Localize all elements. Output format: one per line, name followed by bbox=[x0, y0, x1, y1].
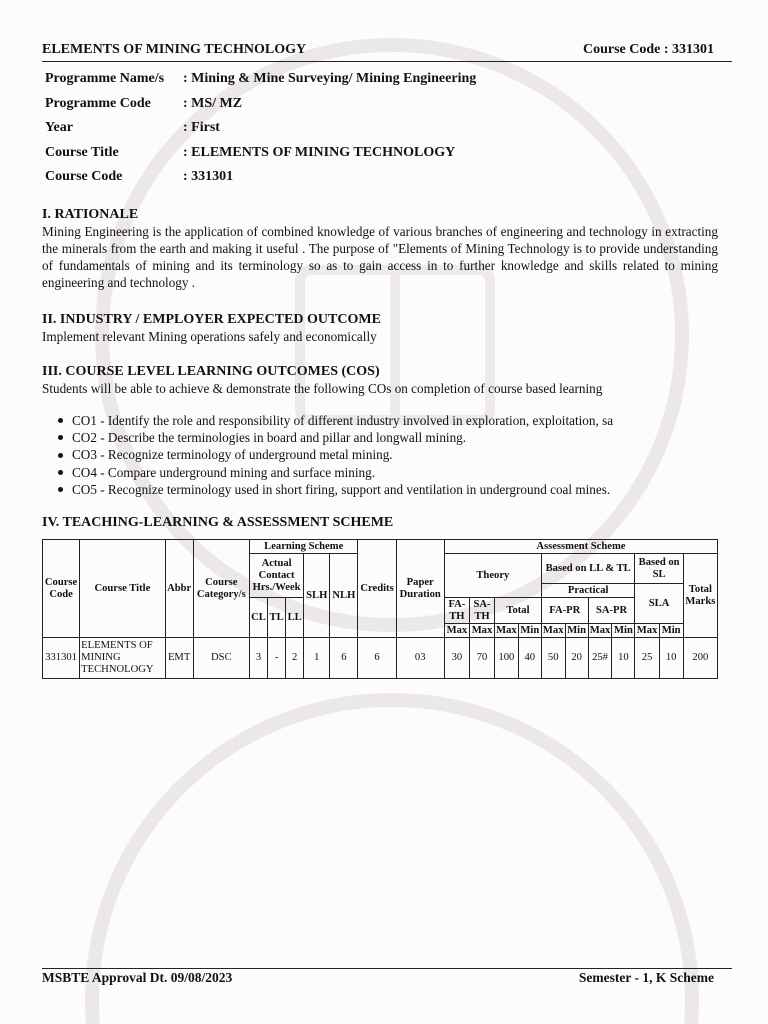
scheme-table bbox=[42, 539, 718, 679]
col-abbr: Abbr bbox=[165, 540, 193, 638]
col-based-sl: Based on SL bbox=[635, 554, 683, 584]
rationale-section bbox=[42, 206, 718, 291]
col-practical: Practical bbox=[541, 584, 635, 598]
cell-title: ELEMENTS OF MINING TECHNOLOGY bbox=[80, 638, 165, 679]
cell-sla-min: 10 bbox=[659, 638, 683, 679]
list-item bbox=[52, 464, 613, 481]
info-value: : ELEMENTS OF MINING TECHNOLOGY bbox=[183, 144, 456, 160]
outcome-heading: II. INDUSTRY / EMPLOYER EXPECTED OUTCOME bbox=[42, 312, 381, 327]
info-label: Year bbox=[45, 120, 73, 136]
col-theory: Theory bbox=[444, 554, 541, 598]
cell-abbr: EMT bbox=[165, 638, 193, 679]
info-value: : MS/ MZ bbox=[183, 95, 243, 111]
list-item bbox=[52, 447, 613, 464]
info-label: Course Title bbox=[45, 144, 119, 160]
col-max: Max bbox=[636, 624, 658, 636]
info-value: : 331301 bbox=[183, 169, 234, 185]
info-label: Programme Code bbox=[45, 95, 151, 111]
co-text: CO5 - Recognize terminology used in short firing, support and ventilation in underground coal mines. bbox=[72, 481, 611, 497]
col-actual-contact: Actual Contact Hrs./Week bbox=[249, 554, 303, 598]
cell-fa-pr-min: 20 bbox=[565, 638, 588, 679]
programme-row bbox=[45, 92, 476, 117]
bullet-icon bbox=[58, 418, 63, 423]
cos-heading: III. COURSE LEVEL LEARNING OUTCOMES (COS) bbox=[42, 364, 380, 379]
col-paper-duration: Paper Duration bbox=[396, 540, 444, 638]
col-min: Min bbox=[565, 624, 588, 638]
list-item bbox=[52, 481, 613, 498]
co-text: CO3 - Recognize terminology of underground metal mining. bbox=[72, 447, 393, 463]
programme-row bbox=[45, 116, 476, 141]
programme-row bbox=[45, 165, 476, 190]
cell-sa-pr-min: 10 bbox=[612, 638, 635, 679]
scheme-heading: IV. TEACHING-LEARNING & ASSESSMENT SCHEME bbox=[42, 515, 394, 530]
cell-credits: 6 bbox=[358, 638, 396, 679]
col-max: Max bbox=[444, 624, 469, 638]
bullet-icon bbox=[58, 435, 63, 440]
programme-row bbox=[45, 67, 476, 92]
col-min: Min bbox=[659, 624, 683, 638]
programme-info bbox=[45, 67, 476, 190]
col-credits: Credits bbox=[358, 540, 396, 638]
scheme-section bbox=[42, 514, 718, 531]
col-ll: LL bbox=[286, 598, 304, 638]
col-assessment-scheme: Assessment Scheme bbox=[444, 540, 717, 554]
cell-cl: 3 bbox=[249, 638, 267, 679]
col-max: Max bbox=[469, 624, 494, 638]
programme-row bbox=[45, 141, 476, 166]
col-sa-pr: SA-PR bbox=[588, 598, 635, 624]
bullet-icon bbox=[58, 470, 63, 475]
col-min: Min bbox=[612, 624, 635, 638]
info-label: Course Code bbox=[45, 169, 123, 185]
cell-ll: 2 bbox=[286, 638, 304, 679]
cell-slh: 1 bbox=[304, 638, 330, 679]
header-rule bbox=[42, 61, 732, 62]
cell-sa-th-max: 70 bbox=[469, 638, 494, 679]
outcome-section bbox=[42, 311, 718, 345]
col-max: Max bbox=[496, 624, 517, 636]
col-sa-th: SA-TH bbox=[469, 598, 494, 624]
cos-list bbox=[52, 412, 613, 498]
col-min: Min bbox=[518, 624, 541, 638]
col-total-marks: Total Marks bbox=[683, 554, 717, 638]
info-value: : Mining & Mine Surveying/ Mining Engineering bbox=[183, 71, 477, 87]
col-max: Max bbox=[589, 624, 611, 636]
col-fa-pr: FA-PR bbox=[541, 598, 588, 624]
list-item bbox=[52, 412, 613, 429]
cell-paper: 03 bbox=[396, 638, 444, 679]
col-based-ll-tl: Based on LL & TL bbox=[541, 554, 635, 584]
outcome-text: Implement relevant Mining operations safely and economically bbox=[42, 329, 377, 344]
col-fa-th: FA-TH bbox=[444, 598, 469, 624]
col-cl: CL bbox=[249, 598, 267, 638]
col-category: Course Category/s bbox=[193, 540, 249, 638]
cell-sa-pr-max: 25# bbox=[588, 638, 612, 679]
cell-tl: - bbox=[268, 638, 286, 679]
col-slh: SLH bbox=[304, 554, 330, 638]
cell-total-marks: 200 bbox=[683, 638, 717, 679]
footer-approval: MSBTE Approval Dt. 09/08/2023 bbox=[42, 970, 233, 985]
cos-intro: Students will be able to achieve & demonstrate the following COs on completion of course based learning bbox=[42, 381, 603, 396]
rationale-heading: I. RATIONALE bbox=[42, 207, 139, 222]
bullet-icon bbox=[58, 453, 63, 458]
footer-rule bbox=[42, 968, 732, 969]
col-course-title: Course Title bbox=[80, 540, 165, 638]
cell-category: DSC bbox=[193, 638, 249, 679]
col-max: Max bbox=[542, 624, 564, 636]
col-sla: SLA bbox=[635, 584, 683, 624]
cell-code: 331301 bbox=[43, 638, 80, 679]
cell-total-max: 100 bbox=[495, 638, 519, 679]
page-header bbox=[42, 42, 714, 58]
header-title: ELEMENTS OF MINING TECHNOLOGY bbox=[42, 42, 307, 57]
col-course-code: Course Code bbox=[43, 540, 80, 638]
col-nlh: NLH bbox=[330, 554, 358, 638]
col-total: Total bbox=[495, 598, 542, 624]
col-tl: TL bbox=[268, 598, 286, 638]
cell-sla-max: 25 bbox=[635, 638, 659, 679]
page-footer bbox=[42, 970, 714, 986]
co-text: CO1 - Identify the role and responsibility of different industry involved in exploration, exploitation, sa bbox=[72, 412, 614, 428]
cell-fa-th-max: 30 bbox=[444, 638, 469, 679]
co-text: CO4 - Compare underground mining and surface mining. bbox=[72, 464, 376, 480]
header-course-code: Course Code : 331301 bbox=[582, 42, 714, 57]
info-label: Programme Name/s bbox=[45, 71, 165, 87]
co-text: CO2 - Describe the terminologies in board and pillar and longwall mining. bbox=[72, 429, 467, 445]
list-item bbox=[52, 429, 613, 446]
cell-nlh: 6 bbox=[330, 638, 358, 679]
cos-section bbox=[42, 363, 718, 397]
info-value: : First bbox=[183, 120, 220, 136]
bullet-icon bbox=[58, 487, 63, 492]
col-learning-scheme: Learning Scheme bbox=[249, 540, 357, 554]
table-row bbox=[43, 638, 718, 679]
rationale-text: Mining Engineering is the application of combined knowledge of various branches of engineering and technology in extracting the minerals from the earth and making it useful . The purpose of "Elements of Mining Technology is to provide understanding of fundamentals of mining and its terminology so as to gain access in to further knowledge and skills related to mining engineering and technology . bbox=[42, 224, 718, 290]
cell-total-min: 40 bbox=[518, 638, 541, 679]
cell-fa-pr-max: 50 bbox=[541, 638, 565, 679]
footer-semester: Semester - 1, K Scheme bbox=[578, 970, 714, 985]
